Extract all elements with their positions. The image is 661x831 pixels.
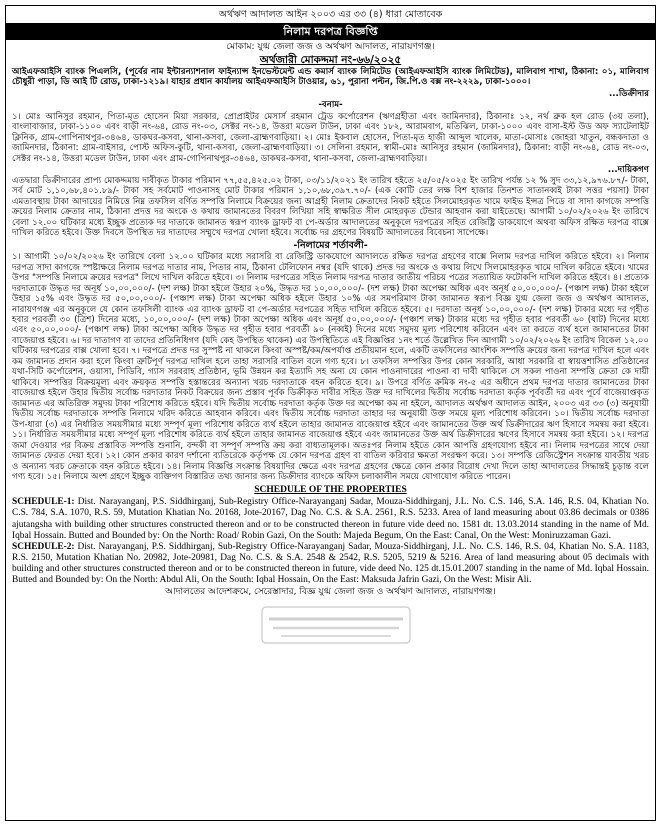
plaintiff-label: ...ডিক্রীদার <box>609 88 649 99</box>
schedule-1-label: SCHEDULE-1: <box>12 497 75 508</box>
schedule-1-text: Dist. Narayanganj, P.S. Siddhirganj, Sub-Registry Office-Narayanganj Sadar, Mouza-Siddhirganj, J.L. No. C.S. 146, S.A. 146, R.S. 04, Khatian No. C.S. 784, S.A. 1070, R.S. 59, Mutation Khatian No. 20168, Jote-20167, Dag No. C.S. & S.A. 2561, R.S. 5233. Area of land measuring about 03.86 decimals or 0386 ajutangsha with building other structures constructed thereon and or to be constructed thereon in future vide deed no. 1581 dt. 13.03.2014 standing in the name of Md. Iqbal Hossain. Butted and Bounded by: On the North: Road/ Robin Gazi, On the South: Majeda Begum, On the East: Canal, On the West: Moniruzzaman Gazi. <box>12 497 649 541</box>
case-number: অর্থজারী মোকদ্দমা নং-৬৬/২০২৫ <box>259 53 402 66</box>
signature-line: আদালতের আদেশক্রমে, সেরেস্তাদার, বিজ্ঞ যুগ্ম জেলা জজ ও অর্থঋণ আদালত, নারায়ণগঞ্জ। <box>165 587 496 598</box>
schedule-2-label: SCHEDULE-2: <box>12 541 75 552</box>
schedule-heading: SCHEDULE OF THE PROPERTIES <box>254 484 407 495</box>
act-reference: অর্থঋণ আদালত আইন ২০০৩ এর ৩৩ (৪) ধারা মোতাবেক <box>218 9 443 20</box>
notice-page <box>5 5 656 821</box>
schedule-2 <box>12 542 649 586</box>
terms-paragraph: ১। আগামী ১০/০২/২০২৬ ইং তারিখে বেলা ১২.০০ ঘটিকার মধ্যে সরাসরি বা রেজিস্ট্রি ডাকযোগে আদালতে রক্ষিত দরপত্র গ্রহণের বাক্সে নিলাম দরপত্র দাখিল করিতে হইবে। ২। নিলাম দরপত্র সাদা কাগজে স্পষ্টাক্ষরে নিলাম দরপত্র দাতার নাম, পিতার নাম, ঠিকানা টেলিফোন নম্বর (যদি থাকে) প্রদত্ত দর অংকে ও কথায় লিখে সিলমোহরকৃত খামে দাখিল করিতে হইবে। খামের উপর "সম্পত্তি নিলামে ক্রয়ের দরপত্র" লিখে দাখিল করিতে হইবে। ৩। নিলাম দরপত্রের সহিত নিলাম দরপত্র দাতার জাতীয় পরিচয় পত্রের সত্যায়িত ফটোকপি দাখিল করিতে হইবে। ৪। প্রত্যেক দরদাতাকে উদ্ধৃত দর অনূর্ধ ১০,০০,০০০/- (দশ লক্ষ) টাকা হইলে উহার ২০%, উদ্ধৃত দর ১০,০০,০০০/- (দশ লক্ষ) টাকা অপেক্ষা অধিক এবং অনূর্ধ ৫০,০০,০০০/- (পঞ্চাশ লক্ষ) টাকা হইলে উহার ১৫% এবং উদ্ধৃত দর ৫০,০০,০০০/- (পঞ্চাশ লক্ষ) টাকা অপেক্ষা অধিক হইলে উহার ১০% এর সমপরিমাণ টাকা জামানত স্বরূপ বিজ্ঞ যুগ্ম জেলা জজ ও অর্থঋণ আদালত, নারায়ণগঞ্জ এর অনুকূলে যে কোন তফসিলী ব্যাংক এর ব্যাংক ড্রাফট বা পে-অর্ডার দরপত্রের সহিত দাখিল করিতে হইবে। ৫। দরদাতা অনূর্ধ ১০,০০,০০০/- (দশ লক্ষ) টাকার মধ্যে দর গৃহীত হবার পরবর্তী ৩০ (ত্রিশ) দিনের মধ্যে, ১০,০০,০০০/- (দশ লক্ষ) টাকা অপেক্ষা অধিক এবং অনূর্ধ ৫০,০০,০০০/- (পঞ্চাশ লক্ষ) টাকার মধ্যে দর গৃহীত হবার পরবর্তী ৬০ (ষাট) দিনের মধ্যে এবং ৫০,০০,০০০/- (পঞ্চাশ লক্ষ) টাকা অপেক্ষা অধিক উদ্ধৃত দর গৃহীত হবার পরবর্তী ৯০ (নব্বই) দিনের মধ্যে সমুদয় মূল্য পরিশোধ করিবেন এবং তা করতে ব্যর্থ হলে জামানতের টাকা বাজেয়াপ্ত হইবে। ৬। দর দাতাগণ বা তাদের প্রতিনিধিগণ (যদি কেহ উপস্থিত থাকেন) এর উপস্থিতিতে এই বিজ্ঞপ্তির ১নং শর্তে উল্লেখিত দিন আগামী ১০/০২/২০২৬ ইং তারিখ বিকেল ১২.০০ ঘটিকায় দরপত্রের বাক্স খোলা হবে। ৭। দরপত্রে প্রদত্ত দর সুস্পষ্ট না থাকলে কিংবা অস্পষ্ট/কম/অপর্যাপ্ত প্রতীয়মান হলে, একটি তফসিলের আংশিক সম্পত্তি ক্রয়ের জন্য দরপত্র দাখিল হলে এবং কম জামানত প্রদান করা হলে কিংবা ত্রুটিপূর্ণ দরপত্র দাখিল হলে তাহা সরাসরি বাতিল বলে গণ্য হবে। ৮। তফসিল সম্পত্তির উপর কোন সরকারি, আধা সরকারি বা স্বায়ত্তশাসিত প্রতিষ্ঠানের যথা-সিটি কর্পোরেশন, ওয়াসা, পিডিবি, গ্যাস সরবরাহ প্রতিষ্ঠান, ভূমি উন্নয়ন কর ইত্যাদি সহ অন্য যে কোন পাওনাদারের পাওনা বা দাবী থাকিলে সে সকল পাওনা সম্পত্তি ক্রেতা কে দায়ী থাকিবে। সম্পত্তির বিক্রয়মূল্য এবং ক্রয়কৃত সম্পত্তি হস্তান্তরের অন্যান্য খরচ দরদাতাকে বহন করিতে হবে। ৯। উপরে বর্ণিত ক্রমিক নং-৫ এর অধীনে প্রথম দরপত্র দাতার জামানতের টাকা বাজেয়াপ্ত হইলে উহার দ্বিতীয় সর্বোচ্চ দরদাতার নিকট বিক্রয়ের জন্য প্রস্তাব পূর্বক ডিক্রীকৃত দাবীর সহিত উক্ত দর দাখিলের দ্বিতীয় সর্বোচ্চ দরদাতা কর্তৃক পূর্ববর্তী দর এবং পূর্বে বাজেয়াপ্তকৃত জামানত এর অতিরিক্ত সমুদয় টাকা পরিশোধ করিতে হইবে। যদি দ্বিতীয় সর্বোচ্চ দরদাতা কর্তৃক উক্ত দর অপেক্ষা কম না হইলে, আদালত অর্থঋণ আদালত আইন, ২০০৩ এর ৩৩ (৩) অনুযায়ী দ্বিতীয় সর্বোচ্চ দরদাতাকে সম্পত্তি নিলামে খরিদ করিতে আহবান করিবে। এবং দ্বিতীয় সর্বোচ্চ দরদাতা তাহার দর অনুযায়ী উক্ত সময়ে মূল্য পরিশোধ করিবেন। ১০। দ্বিতীয় সর্বোচ্চ দরদাতা উপ-ধারা (৩) এর নির্ধারিত সময়সীমার মধ্যে সম্পূর্ণ মূল্য পরিশোধ করিতে ব্যর্থ হইলে তাহার জামানত বাজেয়াপ্ত হইবে এবং জামানতের উক্ত অর্থ ডিক্রীদারের ঋণ হিসাবে সমন্বয় করা হইবে। ১১। নির্ধারিত সময়সীমার মধ্যে সম্পূর্ণ মূল্য পরিশোধ করিতে ব্যর্থ হইলে তাহার জামানত বাজেয়াপ্ত হইবে এবং জামানতের উক্ত অর্থ ডিক্রীদারের ঋণের হিসাবে সমন্বয় করা হইবে। ১২। দরপত্র জমা দেওয়ার পর বিক্রয় প্রস্তাবিত সম্পত্তি শুনানি, বন্দকী বা সম্পূর্ণ সম্পত্তি ক্রয় করা বাধ্যতামূলক। অতঃপর নিলাম হইতে কোন আপত্তি গ্রহণযোগ্য হইবে না। নিলাম দরপত্রের সাথে দেয়া জামানত ফেরত দেয়া হবে। ১২। কোন প্রকার কারণ দর্শানো ব্যতিরেকে কর্তৃপক্ষ যে কোন দরপত্র গ্রহণ বা বাতিল করিবার ক্ষমতা সংরক্ষণ করে। ১৩। সম্পত্তি রেজিস্ট্রেশন সংক্রান্ত যাবতীয় খরচ ও অন্যান্য খরচ ক্রেতাকে বহন করিতে হইবে। ১৪। নিলাম বিজ্ঞপ্তি সংক্রান্ত বিষয়াদির ক্ষেত্রে এবং দরপত্র গ্রহণের ক্ষেত্রে কোন প্রকার বিরোধ দেখা দিলে তাহা আদালতের সিদ্ধান্তই চূড়ান্ত বলে গণ্য হবে। ১৫। নিলামে অংশ গ্রহণে ইচ্ছুক ব্যক্তিগণ বিস্তারিত তথ্য জানার জন্য ডিক্রীদার ব্যাংকে অফিস চলাকালীন সময়ে যোগাযোগ করিতে পারেন। <box>12 252 650 483</box>
terms-heading: -নিলামের শর্তাবলী- <box>293 239 368 251</box>
versus-label: -বনাম- <box>318 100 343 111</box>
defendants-label: ...দায়িকগণ <box>607 165 649 176</box>
court-name: মোকাম: যুগ্ম জেলা জজ ও অর্থঋণ আদালত, নারায়ণগঞ্জ। <box>226 41 435 52</box>
intro-paragraph: এতদ্বারা ডিক্রীদারের প্রাপ্য মোকদ্দমায় দাবীকৃত টাকার পরিমান ৭৭,৫৫,৪২৫.০২ টাকা, ০৩/১১/২০২১ ইং তারিখ হইতে ২৫/০৫/২০২৫ ইং তারিখ পর্যন্ত ১২ % সুদ ৩৩,১২,৯৭৬.৮৭/- টাকা, সর্ব মোট ১,১০,৬৮,৪০১.৮৯/- টাকা সহ সর্বমোট পাওনাসহ মোট টাকার পরিমান ১,১০,৬৮,৩৯৭.৭০/- (এক কোটি তের লক্ষ বিশ হাজার তিনশত সাতানব্বই টাকা সত্তর পয়সা) টাকা এমতাবস্থায় টাকা আদায়ের নিমিত্তে নিম্ন তফসিল বর্ণিত সম্পত্তি নিলামে বিক্রয়ের জন্য আগ্রহী নিলাম ক্রেতাদের নিকট হইতে সিলমোহরকৃত খামে ফাইভ ইন্সত্র পিডে বা সাদা কাগজে সম্পত্তি ক্রয়ের নিলাম ক্রেতার নাম, ঠিকানা প্রদত্ত দর অংকে ও কথায় জামানতের বিবরণ লিখিয়া সহি স্বাক্ষরিত সীল মোহরকৃত টেন্ডার আহবান করা যাইতেছে। আগামী ১০/০২/২০২৬ ইং তারিখে বেলা ১২.০০ ঘটিকার মধ্যে ইচ্ছুক প্রত্যেক দর দাতাকে জামানত স্বরূপ ব্যাংক ড্রাফট বা পে-অর্ডার আদালতের অনুকূলে দরপত্রের সহিত রেজিষ্ট্রি ডাকযোগে অথবা অফিস রক্ষিত দরপত্র বাক্সে দাখিল করিতে হইবে। উক্ত দিবসে উপস্থিত দর দাতাদের সম্মুখে দরপত্র খোলা হইবে। সর্বোচ্চ দর গ্রহণের বিষয়টি আদালতের বিবেচনা সাপেক্ষে। <box>12 175 649 239</box>
notice-title: নিলাম দরপত্র বিজ্ঞপ্তি <box>6 23 655 40</box>
schedule-2-text: Dist. Narayanganj, P.S. Siddhirganj, Sub-Registry Office-Narayanganj Sadar, Mouza-Siddhirganj, J.L. No. C.S. 146, R.S. 04, Khatian No. S.A. 1183, R.S. 2150, Mutation Khatian No. 20982, Jote-20981, Dag No. C.S. & S.A. 2548 & 2542, R.S. 5205, 5219 & 5216. Area of land measuring about 05 decimals with building and other structures constructed thereon and or to be constructed thereon in future, vide deed No. 125 dt.15.01.2007 standing in the name of Md. Iqbal Hossain. Butted and Bounded by: On the North: Abdul Ali, On the South: Iqbal Hossain, On the East: Maksuda Jafrin Gazi, On the West: Misir Ali. <box>12 541 649 585</box>
court-seal-stamp <box>261 606 411 644</box>
plaintiff-text: আইএফআইসি ব্যাংক পিএলসি, (পূর্বের নাম ইন্টারন্যাশনাল ফাইন্যান্স ইনভেস্টমেন্ট এন্ড কমার্স ব্যাংক লিমিটেড (আইএফআইসি ব্যাংক লিমিটেড), মালিবাগ শাখা, ঠিকানা: ০১, মালিবাগ চৌধুরী পাড়া, ডি আই টি রোড, ঢাকা-১২১৯। যাহার প্রধান কার্যালয় আইএফআইসি টাওয়ার, ৬১, পুরানা পল্টন, জি.পি.ও বক্স নং-২২২৯, ঢাকা-১০০০। <box>12 66 649 88</box>
defendants-text: ১। মোঃ আনিসুর রহমান, পিতা-মৃত হোসেন মিয়া সরকার, প্রোপ্রাইটর মেসার্স রহমান ট্রেড কর্পোরেশন (ঋণগ্রহীতা এবং জামিনদার), ঠিকানাঃ ১২, নর্থ ব্রুক হল রোড (৩য় তলা), বাংলাবাজার, ঢাকা-১১০০ এবং বাড়ী নং-৬৪, রোড নং-০৩, সেক্টর নং-১৪, উত্তরা মডেল টাউন, ঢাকা এবং ১৮২, আরামবাগ, মতিঝিল, ঢাকা-১০০০ এবং বাসা-ইস্ট উড অফ স্যাটেলাইট ক্লিনিক, গ্রাম-গোপিনাথপুর-৩৪৬৪, ডাকঘর-কসবা, থানা-কসবা, জেলা-ব্রাহ্মণবাড়িয়া। ২। মোঃ ইকবাল হোসেন, পিতা-মৃত হাজী আব্দুল খালেক, মাতা-মোসাঃ জোহরা খাতুন, বন্ধকদাতা ও জামিনদার, ঠিকানা: গ্রাম-বাইসার, পোস্ট অফিস-কুটি, থানা-কসবা, জেলা-ব্রাহ্মণবাড়িয়া। ৩। সেলিনা রহমান, স্বামী-মোঃ আনিসুর রহমান (জামিনদার), ঠিকানা: বাড়ী নং-৬৪, রোড নং-০৩, সেক্টর নং-১৪, উত্তরা মডেল টাউন, ঢাকা এবং গ্রাম-গোপিনাথপুর-৩৪৬৪, ডাকঘর-কসবা, থানা-কসবা, জেলা-ব্রাহ্মণবাড়িয়া। <box>12 111 649 164</box>
schedule-1 <box>12 497 649 541</box>
